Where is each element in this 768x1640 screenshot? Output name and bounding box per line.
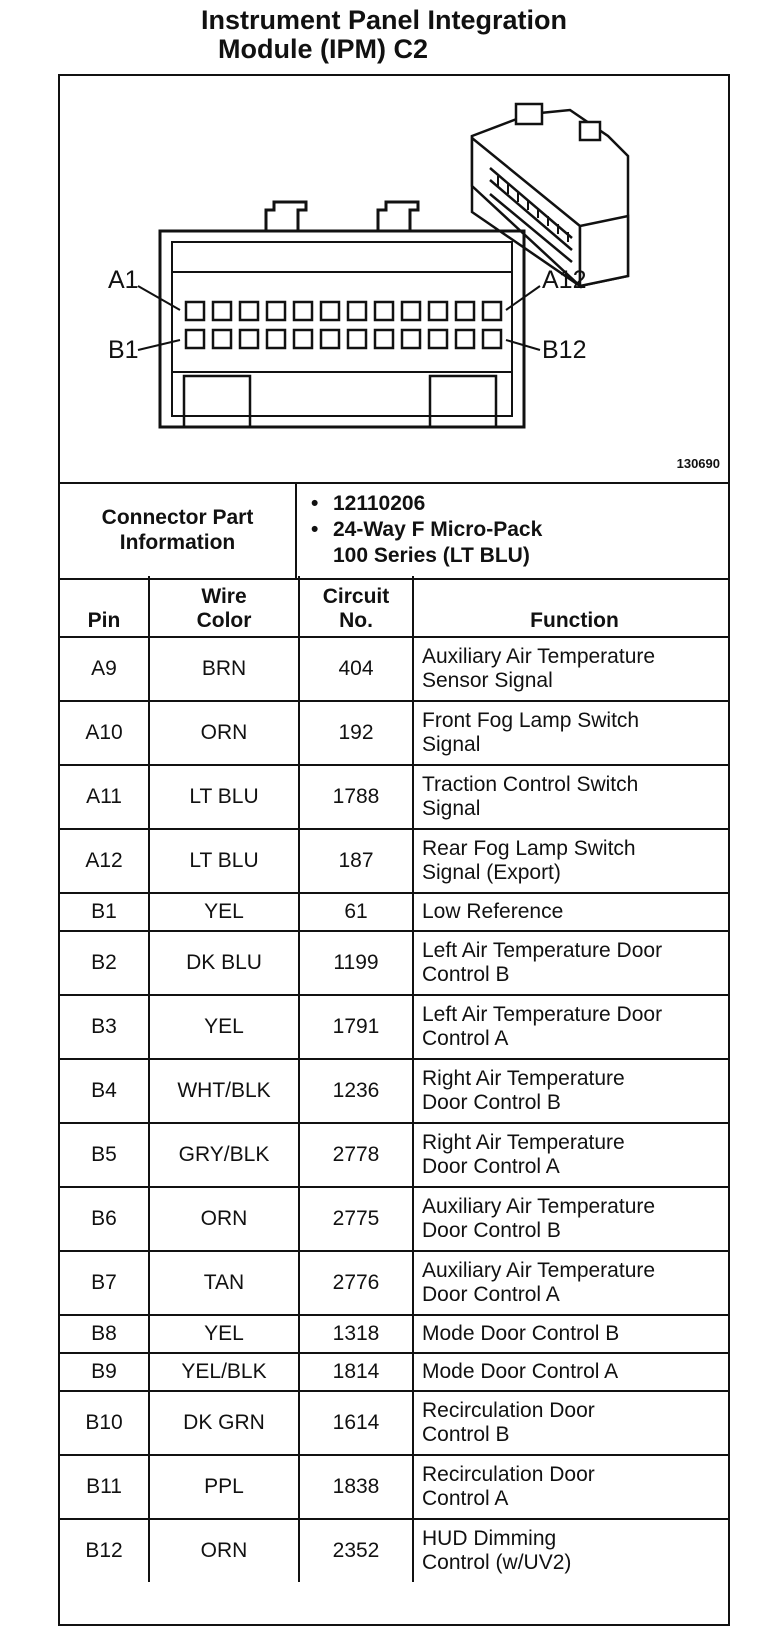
function-line2: Control A	[422, 1027, 509, 1050]
function-cell	[413, 637, 728, 701]
function-cell	[413, 829, 728, 893]
pin-cavity	[321, 302, 339, 320]
pin-cavity	[348, 302, 366, 320]
circuit-cell: 1814	[299, 1353, 413, 1391]
function-line1: Recirculation Door	[422, 1399, 595, 1422]
function-line1: Traction Control Switch	[422, 773, 639, 796]
function-line1: Left Air Temperature Door	[422, 1003, 663, 1026]
pin-cavity	[402, 302, 420, 320]
header-wire-color	[149, 576, 299, 637]
pin-cell: B10	[60, 1391, 149, 1455]
function-cell	[413, 1519, 728, 1582]
pin-cavity	[267, 330, 285, 348]
function-line2: Signal (Export)	[422, 861, 561, 884]
function-cell	[413, 1059, 728, 1123]
page-title	[0, 6, 768, 64]
pin-label-b12: B12	[542, 336, 587, 364]
table-row	[60, 1519, 728, 1582]
wire-color-cell: YEL	[149, 893, 299, 931]
pin-cavity	[483, 330, 501, 348]
part-number: • 12110206	[333, 491, 727, 517]
wire-color-cell: ORN	[149, 1519, 299, 1582]
pin-cavity	[483, 302, 501, 320]
circuit-cell: 2776	[299, 1251, 413, 1315]
table-row	[60, 995, 728, 1059]
pin-cell: A10	[60, 701, 149, 765]
function-line2: Control B	[422, 1423, 510, 1446]
wire-color-cell: DK GRN	[149, 1391, 299, 1455]
pin-cell: B11	[60, 1455, 149, 1519]
wire-color-cell: YEL	[149, 995, 299, 1059]
connector-3d-view	[472, 104, 628, 286]
function-line2: Signal	[422, 733, 481, 756]
function-line1: Mode Door Control B	[422, 1322, 620, 1345]
function-line2: Door Control B	[422, 1219, 561, 1242]
function-line1: Rear Fog Lamp Switch	[422, 837, 636, 860]
header-circuit-no	[299, 576, 413, 637]
table-row	[60, 1251, 728, 1315]
pin-cell: B4	[60, 1059, 149, 1123]
function-line2: Door Control A	[422, 1155, 560, 1178]
connector-info-label-line1: Connector Part	[101, 506, 254, 529]
pin-cavity	[294, 330, 312, 348]
header-wire-line1: Wire	[201, 585, 247, 608]
table-row	[60, 637, 728, 701]
circuit-cell: 2352	[299, 1519, 413, 1582]
function-line1: Recirculation Door	[422, 1463, 595, 1486]
wire-color-cell: LT BLU	[149, 829, 299, 893]
wire-color-cell: ORN	[149, 701, 299, 765]
table-row	[60, 1059, 728, 1123]
pin-cell: B12	[60, 1519, 149, 1582]
wire-color-cell: ORN	[149, 1187, 299, 1251]
header-function: Function	[413, 576, 728, 637]
pin-cell: A11	[60, 765, 149, 829]
pin-cell: A12	[60, 829, 149, 893]
header-pin: Pin	[60, 576, 149, 637]
circuit-cell: 404	[299, 637, 413, 701]
pin-cell: B7	[60, 1251, 149, 1315]
function-cell	[413, 1187, 728, 1251]
circuit-cell: 2778	[299, 1123, 413, 1187]
wire-color-cell: YEL	[149, 1315, 299, 1353]
pin-cavity	[429, 330, 447, 348]
header-circuit-line1: Circuit	[322, 585, 390, 608]
function-line2: Signal	[422, 797, 481, 820]
pin-cell: B5	[60, 1123, 149, 1187]
pin-cavity	[456, 330, 474, 348]
circuit-cell: 1199	[299, 931, 413, 995]
function-line1: Right Air Temperature	[422, 1067, 625, 1090]
function-line1: Mode Door Control A	[422, 1360, 619, 1383]
table-row	[60, 829, 728, 893]
header-wire-line2: Color	[196, 609, 252, 632]
figure-number: 130690	[676, 456, 720, 471]
function-cell	[413, 1251, 728, 1315]
connector-diagram	[60, 76, 728, 484]
circuit-cell: 192	[299, 701, 413, 765]
title-line-1: Instrument Panel Integration	[200, 5, 568, 35]
pin-cell: B1	[60, 893, 149, 931]
pin-cell: B3	[60, 995, 149, 1059]
table-row	[60, 765, 728, 829]
wire-color-cell: TAN	[149, 1251, 299, 1315]
function-cell	[413, 1353, 728, 1391]
pin-cavity	[456, 302, 474, 320]
function-line1: Auxiliary Air Temperature	[422, 1259, 656, 1282]
connector-info-label	[60, 482, 296, 579]
table-row	[60, 931, 728, 995]
function-cell	[413, 893, 728, 931]
circuit-cell: 61	[299, 893, 413, 931]
pin-label-a12: A12	[542, 266, 587, 294]
function-cell	[413, 1391, 728, 1455]
wire-color-cell: DK BLU	[149, 931, 299, 995]
function-cell	[413, 1315, 728, 1353]
wire-color-cell: LT BLU	[149, 765, 299, 829]
function-cell	[413, 995, 728, 1059]
pin-cavity	[375, 330, 393, 348]
function-cell	[413, 1123, 728, 1187]
pin-cavity	[186, 330, 204, 348]
circuit-cell: 1788	[299, 765, 413, 829]
connector-info-label-line2: Information	[119, 531, 236, 554]
pin-label-b1: B1	[108, 336, 139, 364]
pin-cell: B8	[60, 1315, 149, 1353]
wire-color-cell: YEL/BLK	[149, 1353, 299, 1391]
function-line1: Auxiliary Air Temperature	[422, 645, 656, 668]
table-row	[60, 1187, 728, 1251]
pin-cavity	[213, 330, 231, 348]
function-line2: Control (w/UV2)	[422, 1551, 572, 1574]
function-line2: Control B	[422, 963, 510, 986]
circuit-cell: 1791	[299, 995, 413, 1059]
function-cell	[413, 701, 728, 765]
pin-cavity	[321, 330, 339, 348]
table-row	[60, 1123, 728, 1187]
function-line2: Door Control A	[422, 1283, 560, 1306]
function-cell	[413, 1455, 728, 1519]
connector-sheet	[58, 74, 730, 1626]
pin-cavities	[186, 302, 501, 348]
pin-cell: B2	[60, 931, 149, 995]
wire-color-cell: GRY/BLK	[149, 1123, 299, 1187]
function-cell	[413, 931, 728, 995]
pinout-rows	[60, 637, 728, 1582]
function-line1: HUD Dimming	[422, 1527, 557, 1550]
table-row	[60, 1455, 728, 1519]
table-row	[60, 1353, 728, 1391]
pin-cavity	[186, 302, 204, 320]
table-row	[60, 893, 728, 931]
function-line1: Front Fog Lamp Switch	[422, 709, 640, 732]
pin-label-a1: A1	[108, 266, 139, 294]
pinout-header-row	[60, 576, 728, 637]
circuit-cell: 1838	[299, 1455, 413, 1519]
pin-cavity	[240, 302, 258, 320]
pin-cavity	[375, 302, 393, 320]
wire-color-cell: BRN	[149, 637, 299, 701]
circuit-cell: 1614	[299, 1391, 413, 1455]
pin-cavity	[267, 302, 285, 320]
header-circuit-line2: No.	[339, 609, 373, 632]
circuit-cell: 1318	[299, 1315, 413, 1353]
circuit-cell: 1236	[299, 1059, 413, 1123]
function-line1: Low Reference	[422, 900, 564, 923]
pin-cell: B6	[60, 1187, 149, 1251]
table-row	[60, 701, 728, 765]
pin-cavity	[294, 302, 312, 320]
connector-info-table	[60, 482, 728, 580]
table-row	[60, 1391, 728, 1455]
pin-cavity	[402, 330, 420, 348]
function-line1: Auxiliary Air Temperature	[422, 1195, 656, 1218]
pin-cavity	[348, 330, 366, 348]
pinout-table	[60, 576, 728, 1582]
circuit-cell: 2775	[299, 1187, 413, 1251]
pin-cell: B9	[60, 1353, 149, 1391]
circuit-cell: 187	[299, 829, 413, 893]
table-row	[60, 1315, 728, 1353]
connector-description-line2: 100 Series (LT BLU)	[333, 544, 530, 567]
connector-description-line1: • 24-Way F Micro-Pack	[333, 517, 727, 543]
pin-cavity	[429, 302, 447, 320]
connector-info-values	[296, 482, 728, 579]
pin-cavity	[213, 302, 231, 320]
function-line2: Door Control B	[422, 1091, 561, 1114]
function-line1: Left Air Temperature Door	[422, 939, 663, 962]
function-line2: Control A	[422, 1487, 509, 1510]
title-line-2: Module (IPM) C2	[218, 34, 428, 64]
function-line2: Sensor Signal	[422, 669, 553, 692]
pin-cell: A9	[60, 637, 149, 701]
wire-color-cell: WHT/BLK	[149, 1059, 299, 1123]
connector-drawing	[60, 76, 728, 482]
wire-color-cell: PPL	[149, 1455, 299, 1519]
function-cell	[413, 765, 728, 829]
pin-cavity	[240, 330, 258, 348]
function-line1: Right Air Temperature	[422, 1131, 625, 1154]
